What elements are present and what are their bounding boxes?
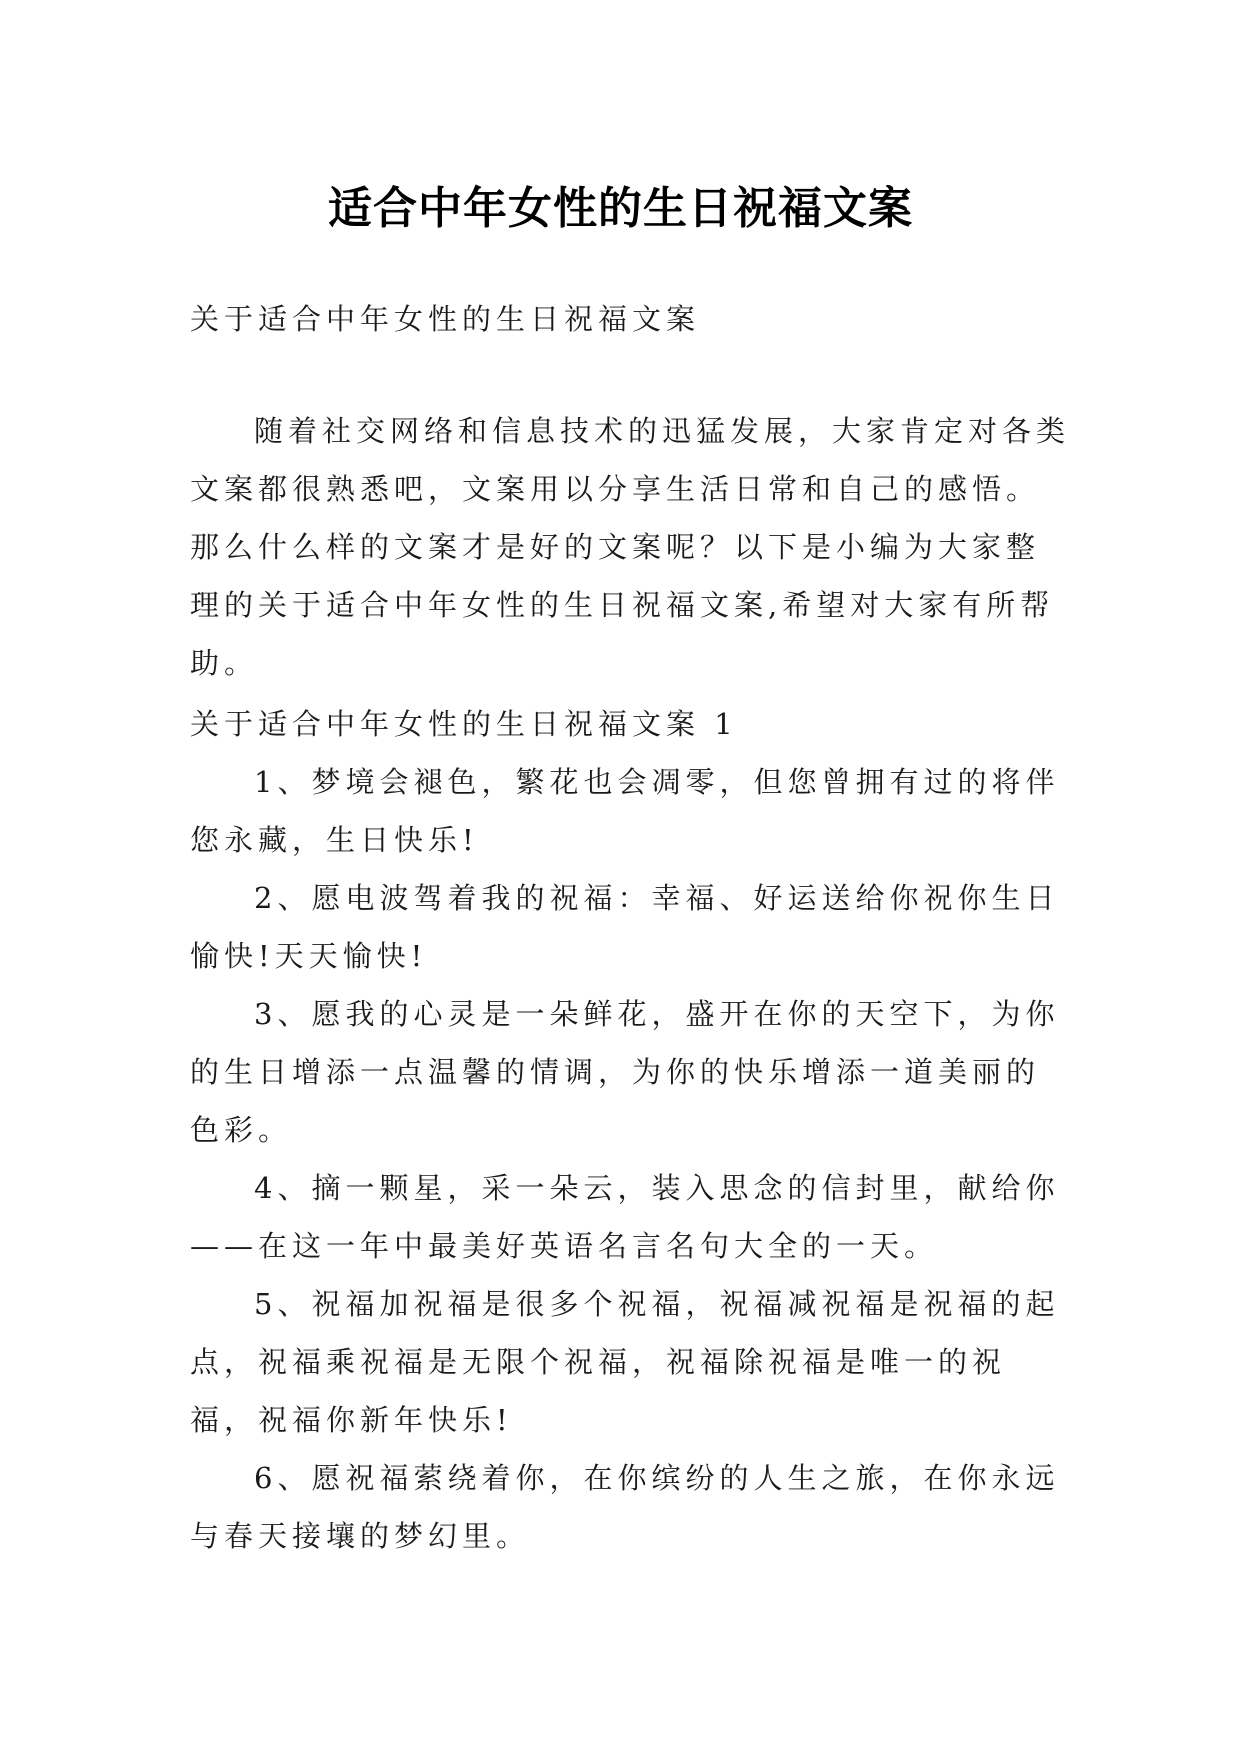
blessing-item-6: 6、愿祝福萦绕着你，在你缤纷的人生之旅，在你永远与春天接壤的梦幻里。 [190,1461,1060,1553]
blessing-list [190,753,1070,1565]
blessing-item-2: 2、愿电波驾着我的祝福：幸福、好运送给你祝你生日愉快!天天愉快! [190,881,1060,973]
section-heading: 关于适合中年女性的生日祝福文案 1 [190,707,738,741]
blessing-item-5: 5、祝福加祝福是很多个祝福，祝福减祝福是祝福的起点，祝福乘祝福是无限个祝福，祝福除祝福是唯一的祝福，祝福你新年快乐! [190,1287,1060,1437]
intro-paragraph: 随着社交网络和信息技术的迅猛发展，大家肯定对各类文案都很熟悉吧，文案用以分享生活日常和自己的感悟。那么什么样的文案才是好的文案呢？以下是小编为大家整理的关于适合中年女性的生日祝福文案,希望对大家有所帮助。 [190,414,1071,680]
document-subtitle: 关于适合中年女性的生日祝福文案 [190,302,701,336]
blessing-item-1: 1、梦境会褪色，繁花也会凋零，但您曾拥有过的将伴您永藏，生日快乐! [190,765,1060,857]
document-title: 适合中年女性的生日祝福文案 [328,183,913,235]
blessing-item-3: 3、愿我的心灵是一朵鲜花，盛开在你的天空下，为你的生日增添一点温馨的情调，为你的快乐增添一道美丽的色彩。 [190,997,1060,1147]
blessing-item-4: 4、摘一颗星，采一朵云，装入思念的信封里，献给你——在这一年中最美好英语名言名句大全的一天。 [190,1171,1060,1263]
